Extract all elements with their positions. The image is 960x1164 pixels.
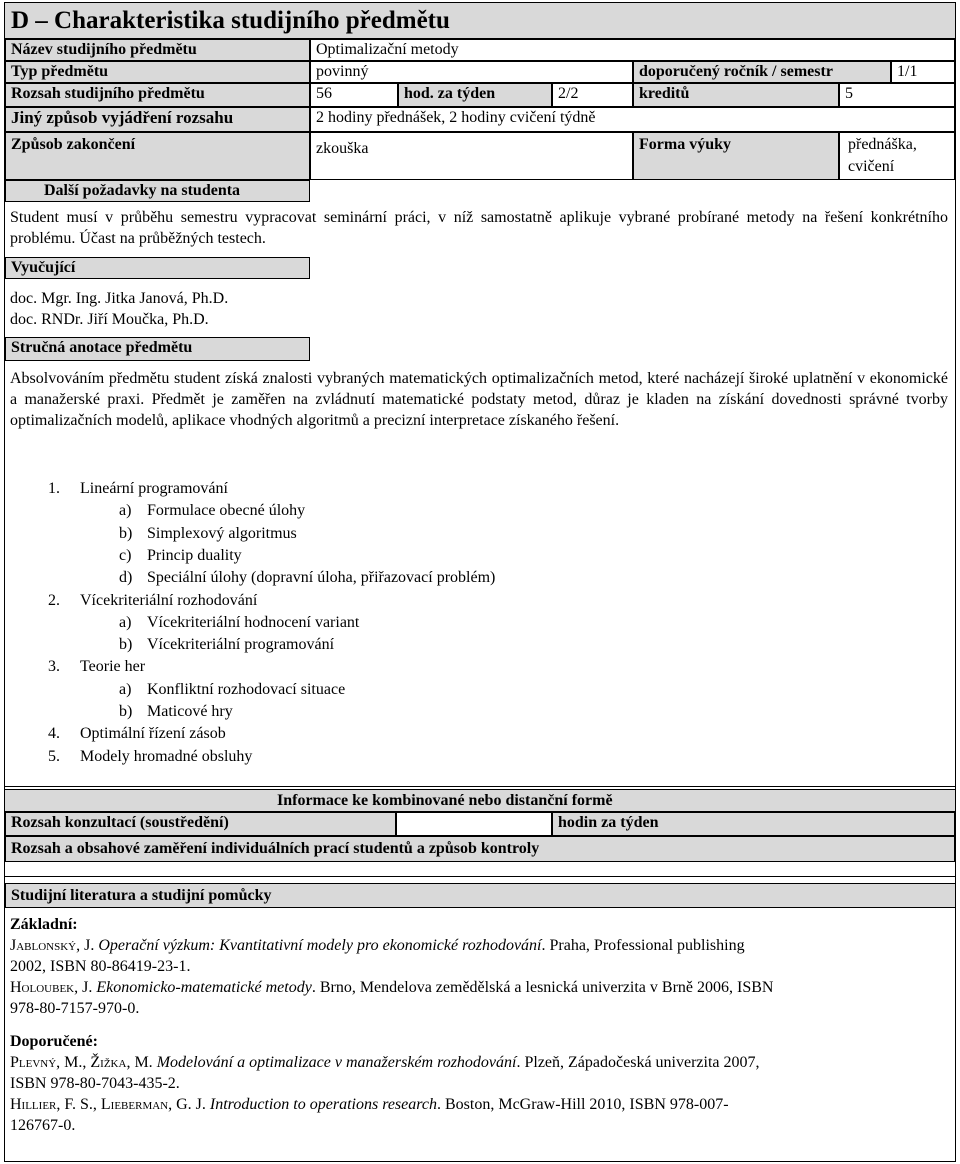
rocnik-value: 1/1 xyxy=(891,61,955,83)
reference-item xyxy=(10,935,950,977)
reference-line xyxy=(10,1052,950,1073)
reference-publisher: . Brno, Mendelova zemědělská a lesnická univerzita v Brně 2006, ISBN xyxy=(311,979,774,996)
reference-line xyxy=(10,1094,950,1115)
zakonceni-value xyxy=(310,132,633,180)
osnova-marker: a) xyxy=(119,613,132,631)
osnova-marker: 4. xyxy=(48,725,60,743)
reference-line-2: 2002, ISBN 80-86419-23-1. xyxy=(10,958,191,975)
reference-title: Introduction to operations research xyxy=(209,1096,437,1113)
reference-author: Jablonský xyxy=(10,937,77,954)
reference-publisher: . Boston, McGraw-Hill 2010, ISBN 978-007- xyxy=(437,1096,729,1113)
kreditu-label: kreditů xyxy=(633,83,839,107)
osnova-text: Maticové hry xyxy=(147,703,233,720)
reference-author: Holoubek xyxy=(10,979,75,996)
osnova-text: Teorie her xyxy=(80,658,146,676)
doporucene-list xyxy=(10,1052,950,1136)
anotace-label: Stručná anotace předmětu xyxy=(5,337,310,361)
nazev-label: Název studijního předmětu xyxy=(5,39,310,61)
literatura-divider xyxy=(5,876,955,877)
forma-value-line1: přednáška, xyxy=(848,136,917,153)
osnova-text: Vícekriteriální rozhodování xyxy=(80,591,258,609)
reference-line-2: 978-80-7157-970-0. xyxy=(10,1000,140,1017)
hod-label: hod. za týden xyxy=(398,83,552,107)
forma-value xyxy=(839,132,955,180)
osnova-text: Simplexový algoritmus xyxy=(147,524,297,542)
reference-author: Plevný xyxy=(10,1054,57,1071)
kombinovane-heading: Informace ke kombinované nebo distanční formě xyxy=(277,792,613,809)
osnova-marker: 5. xyxy=(48,747,60,765)
reference-author-initials: , M. xyxy=(126,1054,157,1071)
reference-author: Hillier xyxy=(10,1096,57,1113)
zakladni-list xyxy=(10,935,950,1019)
forma-label: Forma výuky xyxy=(633,132,839,180)
rozsah-value: 56 xyxy=(310,83,398,107)
reference-item xyxy=(10,977,950,1019)
osnova-text: Vícekriteriální hodnocení variant xyxy=(147,613,360,631)
konzultace-label: Rozsah konzultací (soustředění) xyxy=(5,812,396,836)
page-title: D – Charakteristika studijního předmětu xyxy=(11,7,450,34)
reference-line-2: ISBN 978-80-7043-435-2. xyxy=(10,1075,180,1092)
pozadavky-label xyxy=(5,180,310,202)
osnova-marker: d) xyxy=(119,569,133,587)
reference-author-initials: , M., xyxy=(56,1054,91,1071)
typ-value: povinný xyxy=(310,61,633,83)
zakonceni-label: Způsob zakončení xyxy=(5,132,310,180)
osnova-marker: c) xyxy=(119,546,132,564)
osnova-marker: b) xyxy=(119,636,133,654)
reference-author-initials: , J. xyxy=(74,979,97,996)
reference-title: Operační výzkum: Kvantitativní modely pro ekonomické rozhodování xyxy=(98,937,542,954)
vyucujici-1: doc. Mgr. Ing. Jitka Janová, Ph.D. xyxy=(10,290,229,307)
reference-item xyxy=(10,1094,950,1136)
reference-line xyxy=(10,935,950,956)
reference-author-initials: , J. xyxy=(76,937,99,954)
nazev-value: Optimalizační metody xyxy=(310,39,955,61)
zakladni-label: Základní: xyxy=(10,916,78,933)
prace-label: Rozsah a obsahové zaměření individuálních prací studentů a způsob kontroly xyxy=(5,836,955,862)
osnova-marker: a) xyxy=(119,502,132,520)
osnova-marker: a) xyxy=(119,680,132,698)
reference-line-2: 126767-0. xyxy=(10,1117,76,1134)
reference-author: Lieberman xyxy=(100,1096,169,1113)
osnova-marker: b) xyxy=(119,524,133,542)
osnova-text: Speciální úlohy (dopravní úloha, přiřazovací problém) xyxy=(147,569,496,587)
rocnik-label: doporučený ročník / semestr xyxy=(633,61,891,83)
jiny-value: 2 hodiny přednášek, 2 hodiny cvičení týdně xyxy=(310,107,955,132)
reference-author-initials: , F. S., xyxy=(56,1096,101,1113)
reference-title: Modelování a optimalizace v manažerském rozhodování xyxy=(156,1054,517,1071)
reference-author: Žižka xyxy=(90,1054,127,1071)
reference-publisher: . Praha, Professional publishing xyxy=(541,937,745,954)
osnova-text: Princip duality xyxy=(147,546,242,564)
osnova-marker: 1. xyxy=(48,480,60,497)
title-bar xyxy=(5,3,955,39)
osnova-text: Formulace obecné úlohy xyxy=(147,502,306,520)
zakonceni-text: zkouška xyxy=(316,140,369,157)
osnova-text: Optimální řízení zásob xyxy=(80,725,226,743)
kreditu-value: 5 xyxy=(839,83,955,107)
jiny-label: Jiný způsob vyjádření rozsahu xyxy=(5,107,310,132)
hodin-label: hodin za týden xyxy=(552,812,955,836)
reference-item xyxy=(10,1052,950,1094)
anotace-text: Absolvováním předmětu student získá znalosti vybraných matematických optimalizačních metod, které nacházejí široké uplatnění v ekonomické a manažerské praxi. Předmět je zaměřen na zvládnutí matematické podstaty metod, důraz je kladen na získání dovednosti správné tvorby optimalizačních modelů, aplikace vhodných algoritmů a precizní interpretace získaného řešení. xyxy=(10,370,948,429)
osnova-text: Modely hromadné obsluhy xyxy=(80,747,253,765)
osnova-marker: 2. xyxy=(48,591,60,609)
doporucene-label: Doporučené: xyxy=(10,1033,98,1050)
vyucujici-label: Vyučující xyxy=(5,257,310,279)
osnova-marker: 3. xyxy=(48,658,60,676)
rozsah-label: Rozsah studijního předmětu xyxy=(5,83,310,107)
reference-publisher: . Plzeň, Západočeská univerzita 2007, xyxy=(516,1054,760,1071)
osnova-marker: b) xyxy=(119,703,133,720)
forma-value-line2: cvičení xyxy=(848,158,895,175)
reference-author-initials: , G. J. xyxy=(168,1096,210,1113)
osnova-text: Lineární programování xyxy=(80,480,228,497)
hod-value: 2/2 xyxy=(552,83,633,107)
osnova-text: Konfliktní rozhodovací situace xyxy=(147,680,346,698)
typ-label: Typ předmětu xyxy=(5,61,310,83)
pozadavky-label-text: Další požadavky na studenta xyxy=(44,182,241,199)
literatura-label: Studijní literatura a studijní pomůcky xyxy=(5,883,955,908)
konzultace-value xyxy=(396,812,552,836)
osnova-text: Vícekriteriální programování xyxy=(147,636,335,654)
pozadavky-text: Student musí v průběhu semestru vypracovat seminární práci, v níž samostatně aplikuje vybrané probírané metody na řešení konkrétního problému. Účast na průběžných testech. xyxy=(10,209,948,247)
vyucujici-2: doc. RNDr. Jiří Moučka, Ph.D. xyxy=(10,311,209,328)
kombinovane-heading-bar xyxy=(5,790,955,812)
reference-line xyxy=(10,977,950,998)
reference-title: Ekonomicko-matematické metody xyxy=(96,979,312,996)
